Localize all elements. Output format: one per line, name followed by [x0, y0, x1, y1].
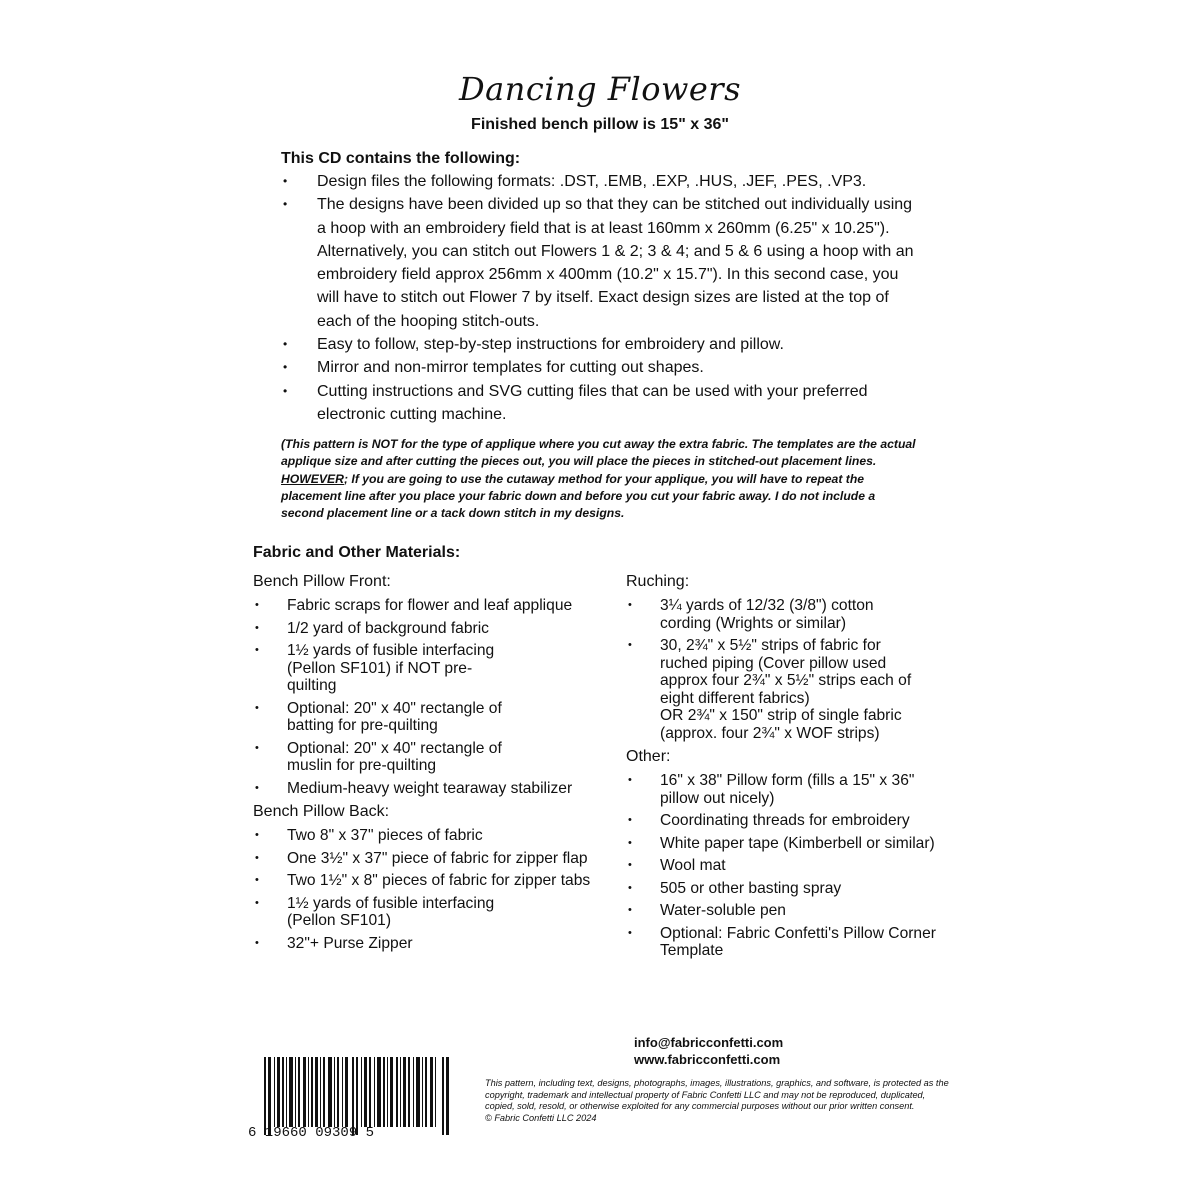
list-item: • Water-soluble pen	[626, 902, 966, 920]
note-text-2: ; If you are going to use the cutaway method for your applique, you will have to repeat the placement line after you place your fabric down and before you cut your fabric away. I do not include a second placement line or a tack down stitch in my designs.	[281, 471, 876, 521]
contact-website: www.fabricconfetti.com	[634, 1052, 781, 1067]
back-label: Bench Pillow Back:	[253, 803, 390, 820]
materials-left-column	[253, 572, 613, 957]
list-item: • The designs have been divided up so that they can be stitched out individually using a hoop with an embroidery field that is at least 160mm x 260mm (6.25" x 10.25"). Alternatively, you can stitch out Flowers 1 & 2; 3 & 4; and 5 & 6 using a hoop with an embroidery field approx 256mm x 400mm (10.2" x 15.7"). In this second case, you will have to stitch out Flower 7 by itself. Exact design sizes are listed at the top of each of the hooping stitch-outs.	[281, 193, 921, 333]
list-item: • Mirror and non-mirror templates for cutting out shapes.	[281, 356, 921, 379]
list-item: • Optional: 20" x 40" rectangle of muslin for pre-quilting	[253, 740, 507, 775]
applique-note	[281, 436, 921, 522]
list-item: • Medium-heavy weight tearaway stabilizer	[253, 780, 613, 798]
ruching-list	[626, 597, 966, 742]
cd-heading: This CD contains the following:	[281, 150, 521, 167]
cd-contents-section	[281, 150, 921, 426]
list-item: • Two 8" x 37" pieces of fabric	[253, 827, 613, 845]
list-item: • One 3½" x 37" piece of fabric for zipper flap	[253, 850, 613, 868]
list-item: • 1½ yards of fusible interfacing (Pellon SF101)	[253, 895, 547, 930]
list-item: • Cutting instructions and SVG cutting files that can be used with your preferred electronic cutting machine.	[281, 380, 921, 427]
list-item: • Design files the following formats: .DST, .EMB, .EXP, .HUS, .JEF, .PES, .VP3.	[281, 170, 921, 193]
contact-email: info@fabricconfetti.com	[634, 1035, 784, 1050]
list-item: • Easy to follow, step-by-step instructions for embroidery and pillow.	[281, 333, 921, 356]
list-item: • 505 or other basting spray	[626, 880, 966, 898]
ruching-label: Ruching:	[626, 573, 690, 590]
list-item: • 30, 2¾" x 5½" strips of fabric for ruched piping (Cover pillow used approx four 2¾" x 5½" strips each of eight different fabrics) OR 2¾" x 150" strip of single fabric (approx. four 2¾" x WOF strips)	[626, 637, 920, 742]
materials-heading: Fabric and Other Materials:	[253, 544, 461, 561]
list-item: • 16" x 38" Pillow form (fills a 15" x 36" pillow out nicely)	[626, 772, 920, 807]
legal-text: This pattern, including text, designs, photographs, images, illustrations, graphics, and software, is protected as the copyright, trademark and intellectual property of Fabric Confetti LLC and may not be reproduced, duplicated, copied, sold, resold, or otherwise exploited for any commercial purposes without our prior written consent.	[485, 1078, 949, 1112]
materials-right-column	[626, 572, 966, 965]
barcode-digits: 6 19660 09309 5	[248, 1125, 375, 1141]
front-list	[253, 597, 613, 797]
page-subtitle: Finished bench pillow is 15" x 36"	[471, 116, 729, 133]
legal-notice	[485, 1078, 955, 1124]
list-item: • Two 1½" x 8" pieces of fabric for zipper tabs	[253, 872, 613, 890]
list-item: • White paper tape (Kimberbell or similar)	[626, 835, 966, 853]
contact-info	[634, 1034, 783, 1068]
list-item: • Optional: Fabric Confetti's Pillow Corner Template	[626, 925, 960, 960]
list-item: • 1/2 yard of background fabric	[253, 620, 613, 638]
note-emphasis: HOWEVER	[281, 471, 344, 486]
back-list	[253, 827, 613, 952]
list-item: • Wool mat	[626, 857, 966, 875]
page-title: Dancing Flowers	[458, 70, 741, 108]
list-item: • 32"+ Purse Zipper	[253, 935, 613, 953]
front-label: Bench Pillow Front:	[253, 573, 391, 590]
other-list	[626, 772, 966, 960]
copyright-text: © Fabric Confetti LLC 2024	[485, 1112, 597, 1123]
list-item: • Coordinating threads for embroidery	[626, 812, 966, 830]
list-item: • 3¼ yards of 12/32 (3/8") cotton cording (Wrights or similar)	[626, 597, 920, 632]
note-text-1: (This pattern is NOT for the type of applique where you cut away the extra fabric. The templates are the actual applique size and after cutting the pieces out, you will place the pieces in stitched-out placement lines.	[281, 437, 916, 469]
list-item: • Fabric scraps for flower and leaf applique	[253, 597, 613, 615]
list-item: • Optional: 20" x 40" rectangle of batting for pre-quilting	[253, 700, 517, 735]
cd-list	[281, 170, 921, 426]
list-item: • 1½ yards of fusible interfacing (Pellon SF101) if NOT pre-quilting	[253, 642, 517, 695]
other-label: Other:	[626, 748, 671, 765]
